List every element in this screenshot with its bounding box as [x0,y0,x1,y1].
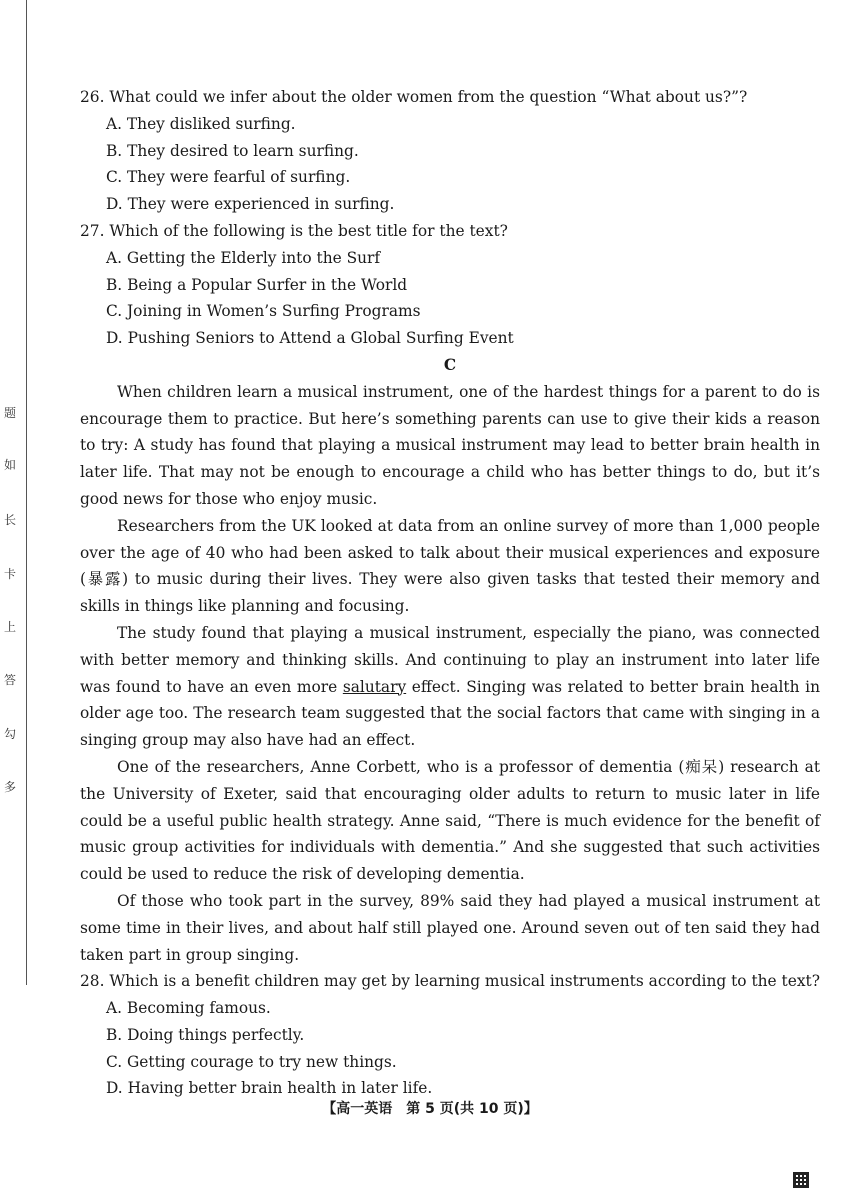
paragraph: Researchers from the UK looked at data from an online survey of more than 1,000 people over the age of 40 who had been asked to talk about their musical experiences and exposure (暴露) to music during their lives. They were also given tasks that tested their memory and skills in things like planning and focusing. [80,516,820,616]
section-heading: C [443,355,457,374]
margin-mark: 答 [3,673,16,687]
option-d: D. Having better brain health in later life. [106,1079,433,1098]
margin-mark: 如 [3,458,16,472]
option-d: D. They were experienced in surfing. [106,195,395,214]
margin-mark: 长 [3,513,16,527]
page-footer: 【高一英语 第 5 页(共 10 页)】 [322,1101,538,1117]
paragraph: When children learn a musical instrument, one of the hardest things for a parent to do is encourage them to practice. But here’s something parents can use to give their kids a reason to try: A study has found that playing a musical instrument may lead to better brain health in later life. That may not be enough to encourage a child who has better things to do, but it’s good news for those who enjoy music. [80,382,820,508]
option-b: B. Doing things perfectly. [106,1025,305,1044]
margin-mark: 勾 [3,727,16,741]
option-c: C. Getting courage to try new things. [106,1052,397,1071]
paragraph-text: effect. Singing was related to better brain health in older age too. The research team suggested that the social factors that came with singing in a singing group may also have had an effect. [80,677,820,750]
qr-code-icon [793,1172,809,1188]
option-c: C. They were fearful of surfing. [106,168,351,187]
question-stem: 27. Which of the following is the best title for the text? [80,221,508,240]
margin-mark: 题 [3,406,16,420]
passage-c [80,352,820,968]
question-27 [80,218,820,352]
question-26 [80,84,820,218]
option-a: A. Getting the Elderly into the Surf [106,248,381,267]
paragraph: One of the researchers, Anne Corbett, who is a professor of dementia (痴呆) research at the University of Exeter, said that encouraging older adults to return to music later in life could be a useful public health strategy. Anne said, “There is much evidence for the benefit of music group activities for individuals with dementia.” And she suggested that such activities could be used to reduce the risk of developing dementia. [80,757,820,884]
question-28 [80,968,820,1102]
binding-line [26,0,27,985]
paragraph: Of those who took part in the survey, 89% said they had played a musical instrument at some time in their lives, and about half still played one. Around seven out of ten said they had taken part in group singing. [80,891,820,964]
question-stem: 28. Which is a benefit children may get by learning musical instruments according to the text? [80,972,820,991]
option-d: D. Pushing Seniors to Attend a Global Surfing Event [106,329,514,348]
option-b: B. Being a Popular Surfer in the World [106,275,408,294]
paragraph-text: The study found that playing a musical instrument, especially the piano, was connected with better memory and thinking skills. And continuing to play an instrument into later life was found to have an even more [80,623,820,696]
margin-mark: 上 [3,620,16,634]
margin-mark: 卡 [3,567,16,581]
margin-mark: 多 [3,780,16,794]
exam-page [80,84,820,1102]
option-a: A. Becoming famous. [106,999,271,1018]
underlined-word: salutary [342,677,407,696]
option-a: A. They disliked surfing. [106,114,296,133]
option-b: B. They desired to learn surfing. [106,141,359,160]
option-c: C. Joining in Women’s Surfing Programs [106,302,421,321]
question-stem: 26. What could we infer about the older women from the question “What about us?”? [80,88,748,106]
paragraph [80,620,820,754]
